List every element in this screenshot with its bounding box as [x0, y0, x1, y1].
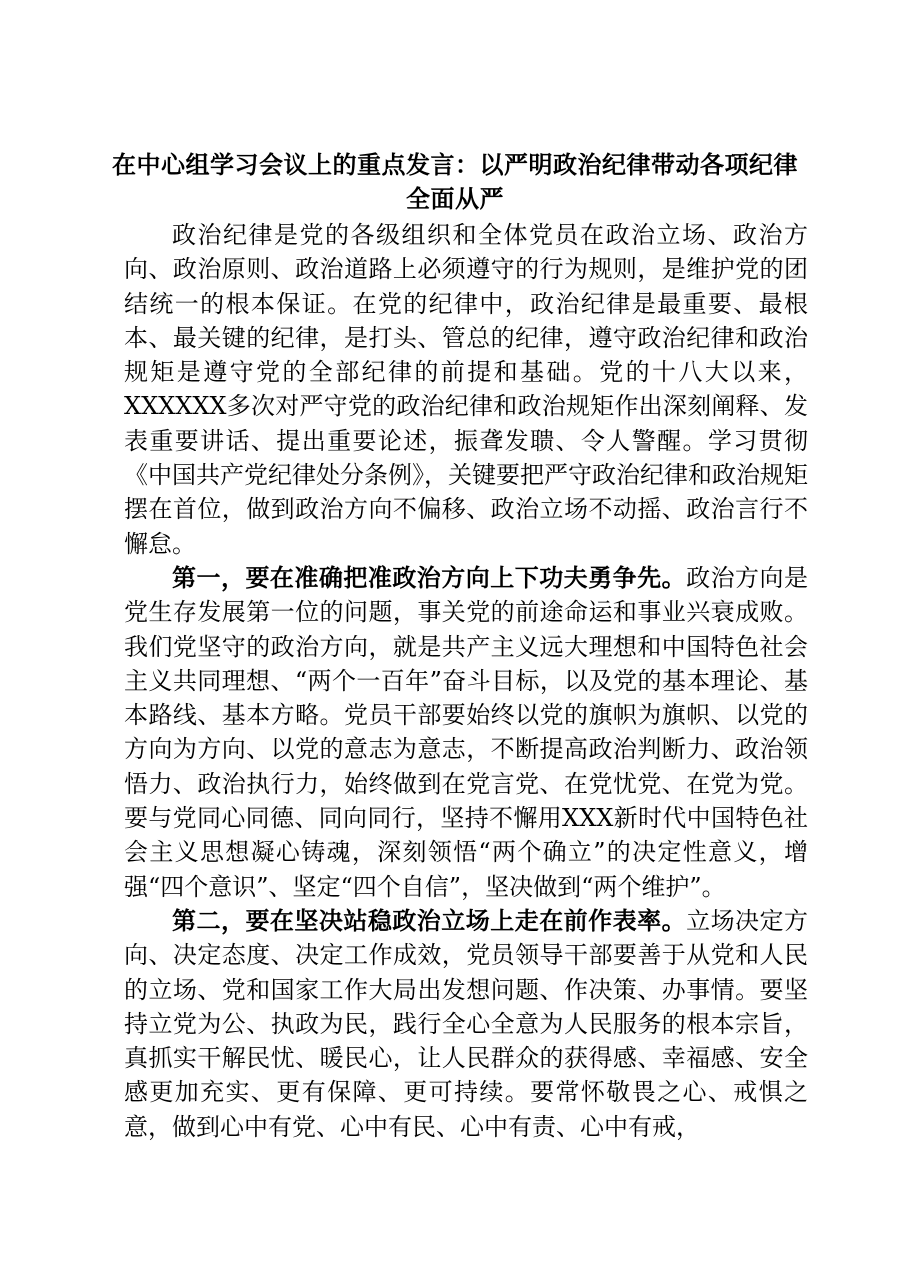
paragraph-lead: 第二，要在坚决站稳政治立场上走在前作表率。: [172, 905, 687, 935]
paragraph-lead: 第一，要在准确把准政治方向上下功夫勇争先。: [172, 562, 687, 592]
document-title: 在中心组学习会议上的重点发言：以严明政治纪律带动各项纪律全面从严: [112, 150, 798, 213]
paragraph-first-point: [124, 561, 808, 904]
paragraph-intro: [124, 218, 808, 561]
paragraph-text: 政治纪律是党的各级组织和全体党员在政治立场、政治方向、政治原则、政治道路上必须遵守的行为规则，是维护党的团结统一的根本保证。在党的纪律中，政治纪律是最重要、最根本、最关键的纪律，是打头、管总的纪律，遵守政治纪律和政治规矩是遵守党的全部纪律的前提和基础。党的十八大以来，XXXXXX多次对严守党的政治纪律和政治规矩作出深刻阐释、发表重要讲话、提出重要论述，振聋发聩、令人警醒。学习贯彻《中国共产党纪律处分条例》，关键要把严守政治纪律和政治规矩摆在首位，做到政治方向不偏移、政治立场不动摇、政治言行不懈怠。: [124, 221, 808, 558]
paragraph-text: 政治方向是党生存发展第一位的问题，事关党的前途命运和事业兴衰成败。我们党坚守的政治方向，就是共产主义远大理想和中国特色社会主义共同理想、“两个一百年”奋斗目标，以及党的基本理论、基本路线、基本方略。党员干部要始终以党的旗帜为旗帜、以党的方向为方向、以党的意志为意志，不断提高政治判断力、政治领悟力、政治执行力，始终做到在党言党、在党忧党、在党为党。要与党同心同德、同向同行，坚持不懈用XXX新时代中国特色社会主义思想凝心铸魂，深刻领悟“两个确立”的决定性意义，增强“四个意识”、坚定“四个自信”，坚决做到“两个维护”。: [124, 563, 809, 901]
paragraph-text: 立场决定方向、决定态度、决定工作成效，党员领导干部要善于从党和人民的立场、党和国家工作大局出发想问题、作决策、办事情。要坚持立党为公、执政为民，践行全心全意为人民服务的根本宗旨，真抓实干解民忧、暖民心，让人民群众的获得感、幸福感、安全感更加充实、更有保障、更可持续。要常怀敬畏之心、戒惧之意，做到心中有党、心中有民、心中有责、心中有戒，: [124, 906, 809, 1141]
paragraph-second-point: [124, 904, 808, 1144]
document-body: [124, 218, 808, 1144]
